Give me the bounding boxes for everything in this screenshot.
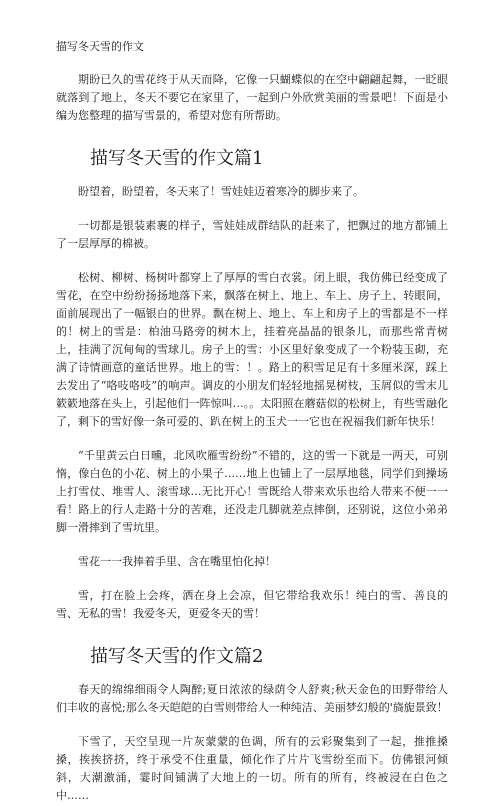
section-1-heading: 描写冬天雪的作文篇1 [90, 148, 264, 169]
section-1-paragraph: 松树、柳树、杨树叶都穿上了厚厚的雪白衣裳。闭上眼，我仿佛已经变成了雪花，在空中纷纷扬扬地落下来，飘落在树上、地上、车上、房子上、转眼间，面前展现出了一幅银白的世界。飘在树上、地上、车上和房子上的雪都是不一样的！树上的雪是：柏油马路旁的树木上，挂着亮晶晶的银条儿，而那些常青树上，挂满了沉甸甸的雪球儿。房子上的雪：小区里好象变成了一个粉装玉砌，充满了诗情画意的童话世界。地上的雪：！。路上的积雪足足有十多厘米深，踩上去发出了“咯吱咯吱”的响声。调皮的小朋友们轻轻地摇晃树枝，玉屑似的雪末儿簌簌地落在头上，引起他们一阵惊叫…。。太阳照在蘑菇似的松树上，有些雪融化了，剩下的雪好像一条可爱的、趴在树上的玉犬一一它也在祝福我们新年快乐！ [56, 271, 448, 428]
section-1-paragraph: 盼望着，盼望着，冬天来了！雪娃娃迈着寒冷的脚步来了。 [78, 185, 364, 198]
section-1-paragraph: 雪，打在脸上会疼，洒在身上会凉，但它带给我欢乐！纯白的雪、善良的雪、无私的雪！我爱冬天，更爱冬天的雪！ [56, 589, 448, 620]
section-2-paragraph: 下雪了，天空呈现一片灰蒙蒙的色调，所有的云彩聚集到了一起，推推搡搡，挨挨挤挤，终于承受不住重量，倾化作了片片飞雪纷至而下。仿佛银河倾斜，大潮激涌，霎时间铺满了大地上的一切。所有的所有，终被浸在白色之 中…… [56, 735, 448, 802]
intro-paragraph: 期盼已久的雪花终于从天而降，它像一只蝴蝶似的在空中翩翩起舞，一眨眼就落到了地上，冬天不要它在家里了，一起到户外欣赏美丽的雪景吧！下面是小编为您整理的描写雪景的，希望对您有所帮助。 [56, 73, 448, 122]
section-1-paragraph: 雪花一一我捧着手里、含在嘴里怕化掉！ [78, 555, 276, 568]
document-title: 描写冬天雪的作文 [56, 40, 144, 53]
section-2-paragraph: 春天的绵绵细雨令人陶醉;夏日浓浓的绿荫令人舒爽;秋天金色的田野带给人们丰收的喜悦;那么冬天皑皑的白雪则带给人一种纯洁、美丽梦幻般的'旖旎景致！ [56, 683, 448, 714]
section-1-paragraph: “千里黄云白日曛，北风吹雁雪纷纷”不错的，这的雪一下就是一两天，可别惰，像白色的小花、树上的小果子……地上也铺上了一层厚地毯，同学们到操场上打雪仗、堆雪人、滚雪球…无比开心！雪既给人带来欢乐也给人带来不便一一看！路上的行人走路十分的苦难，还没走几脚就差点摔倒，还别说，这位小弟弟脚一滑摔到了雪坑里。 [56, 449, 448, 534]
section-2-heading: 描写冬天雪的作文篇2 [90, 646, 264, 667]
section-1-paragraph: 一切都是银装素裹的样子，雪娃娃成群结队的赶来了，把飘过的地方都铺上了一层厚厚的棉被。 [56, 219, 448, 250]
